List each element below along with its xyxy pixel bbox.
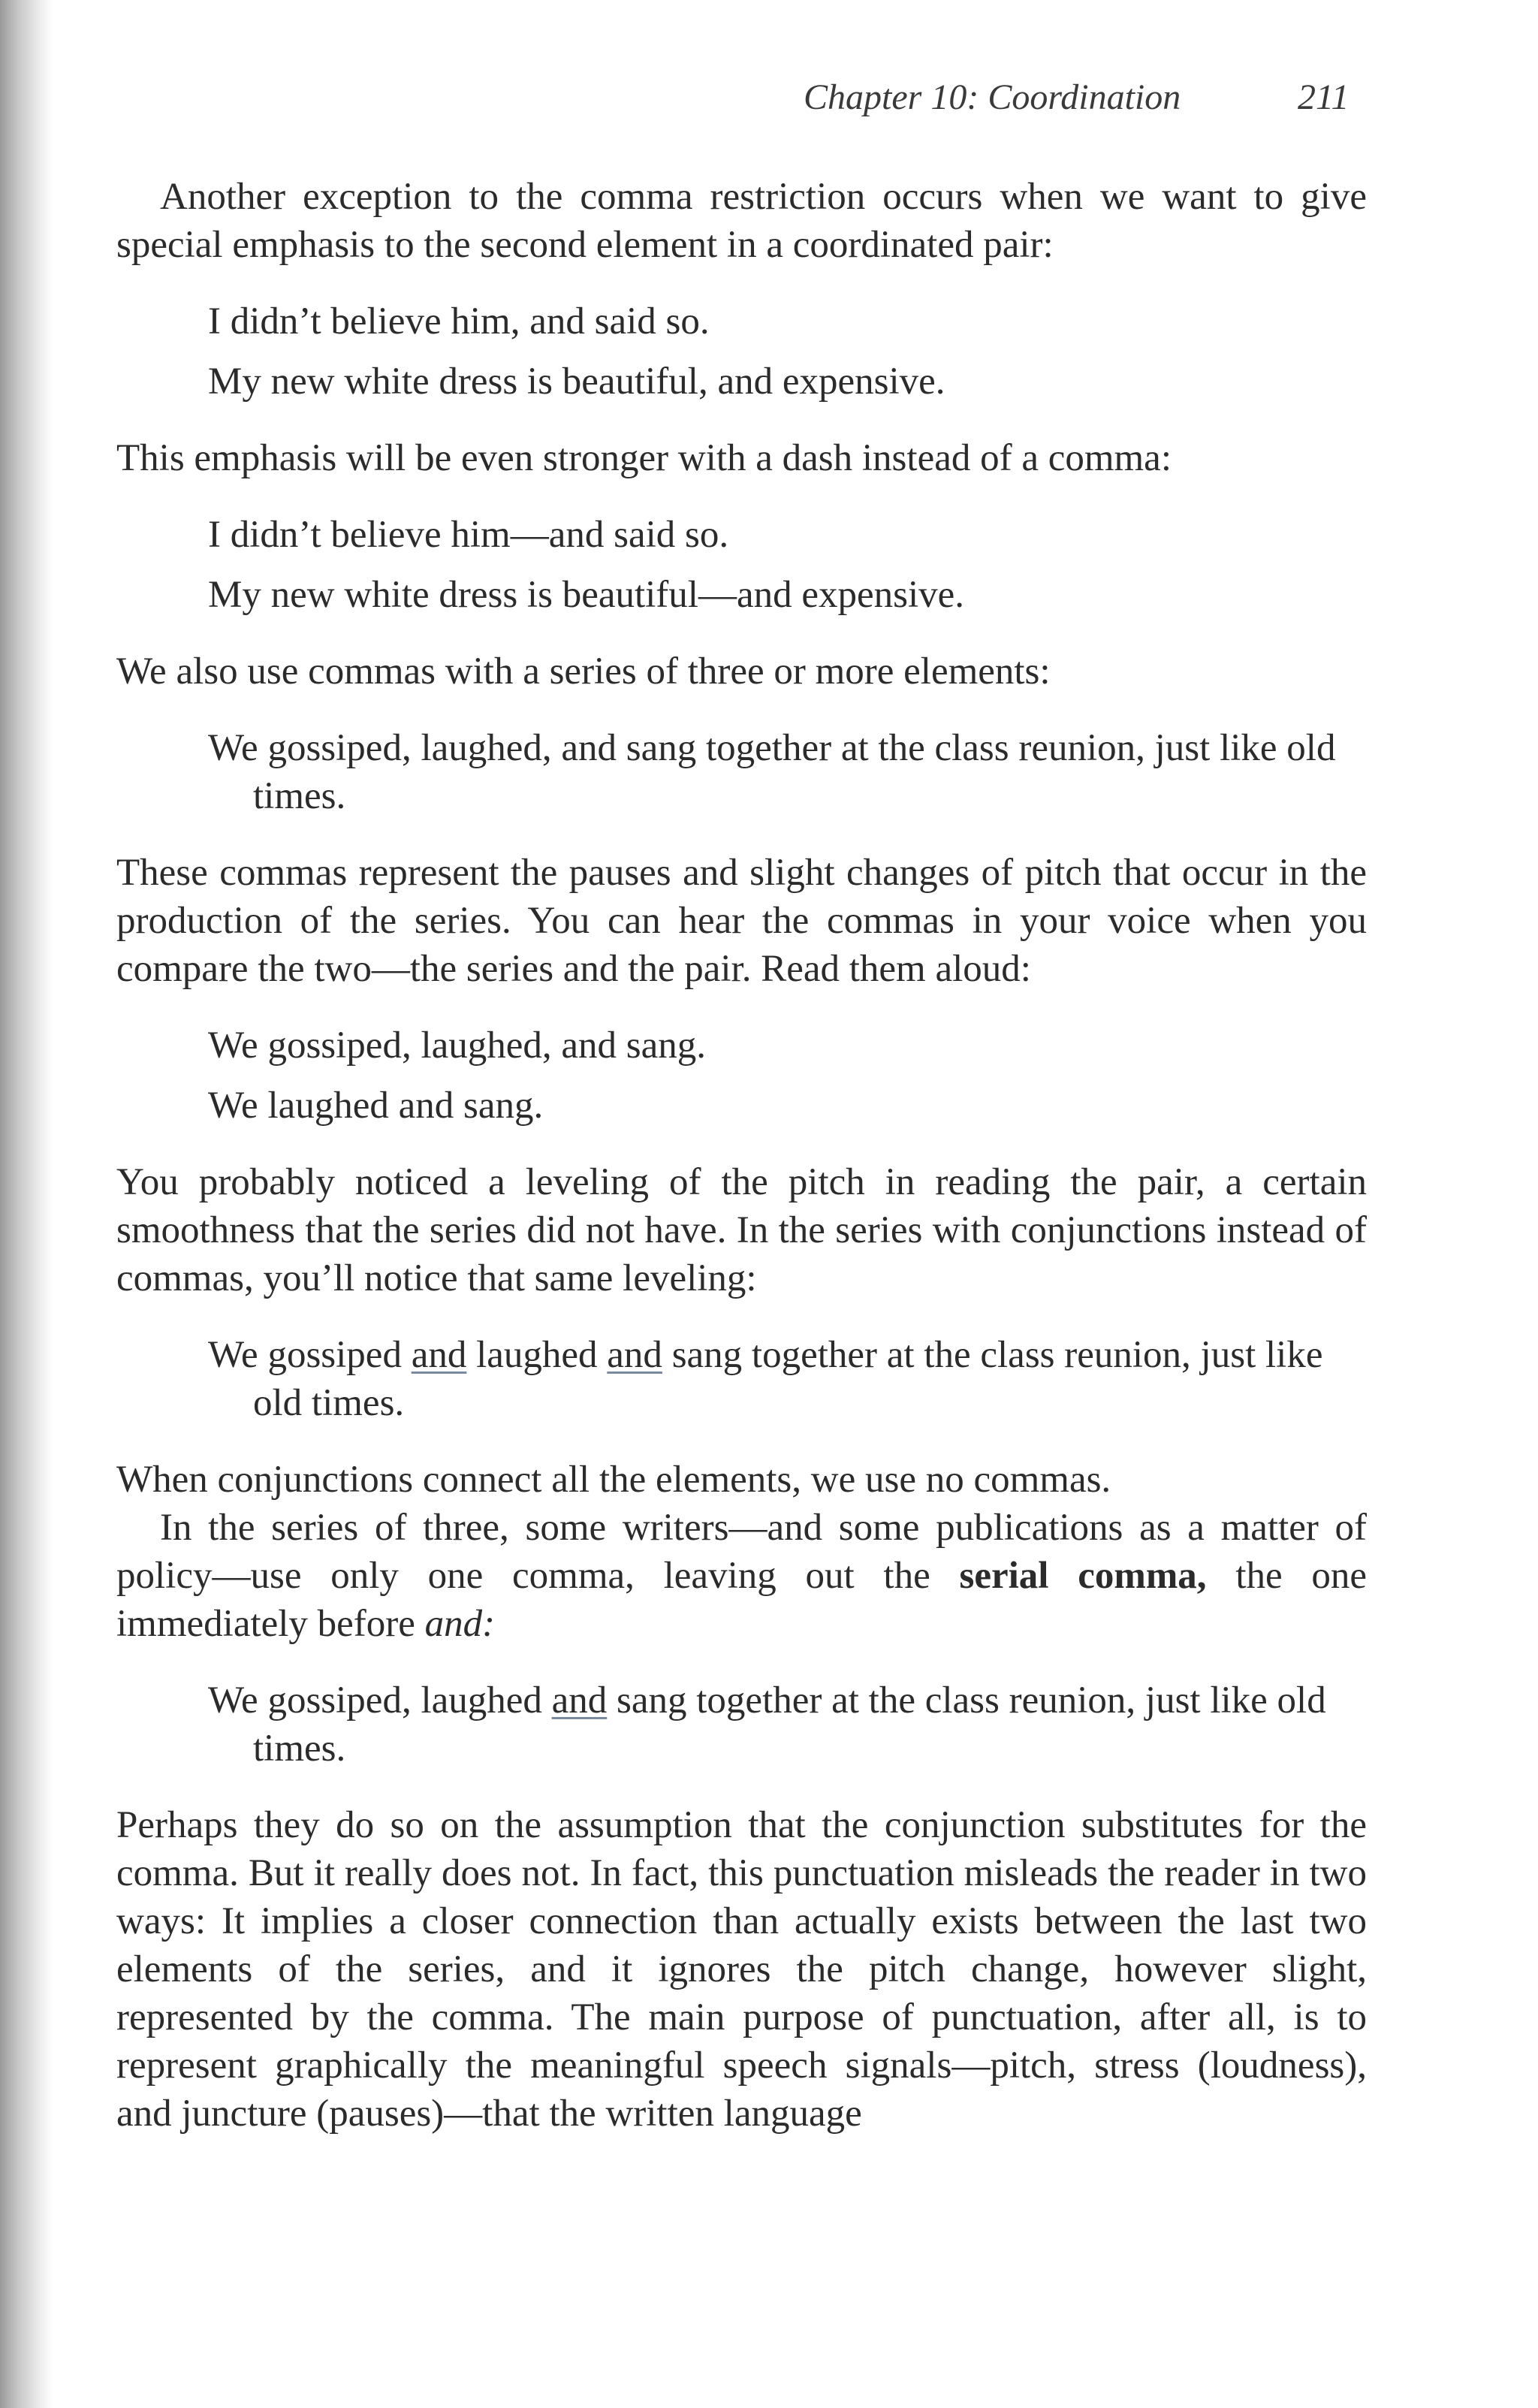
example-block bbox=[116, 297, 1367, 406]
italic-term: and: bbox=[424, 1603, 496, 1645]
paragraph: When conjunctions connect all the elements, we use no commas. bbox=[116, 1459, 1111, 1501]
page-number: 211 bbox=[1298, 77, 1350, 117]
paragraph: Another exception to the comma restriction occurs when we want to give special emphasis to the second element in a coordinated pair: bbox=[116, 176, 1367, 266]
body-text bbox=[116, 173, 1367, 2138]
bold-term: serial comma, bbox=[959, 1555, 1207, 1597]
chapter-title: Chapter 10: Coordination bbox=[804, 77, 1181, 117]
example-block bbox=[116, 1331, 1367, 1427]
text-run: We gossiped, laughed bbox=[208, 1679, 552, 1722]
example-sentence bbox=[208, 1331, 1367, 1427]
text-run: laughed bbox=[466, 1334, 608, 1376]
text-run: In the series of three, some writers—and some publications as a matter of policy—use only one comma, leaving out the bbox=[116, 1507, 1367, 1597]
text-run: We gossiped bbox=[208, 1334, 412, 1376]
example-sentence: We laughed and sang. bbox=[208, 1085, 544, 1127]
paragraph: You probably noticed a leveling of the pitch in reading the pair, a certain smoothness that the series did not have. In the series with conjunctions instead of commas, you’ll notice that same leveling: bbox=[116, 1161, 1367, 1299]
example-sentence bbox=[208, 1676, 1367, 1773]
example-block bbox=[116, 1021, 1367, 1130]
example-sentence: My new white dress is beautiful—and expensive. bbox=[208, 574, 965, 616]
example-sentence: We gossiped, laughed, and sang together at the class reunion, just like old times. bbox=[208, 727, 1336, 817]
example-sentence: We gossiped, laughed, and sang. bbox=[208, 1024, 706, 1067]
example-block bbox=[116, 1676, 1367, 1773]
paragraph: This emphasis will be even stronger with a dash instead of a comma: bbox=[116, 437, 1172, 479]
paragraph: These commas represent the pauses and slight changes of pitch that occur in the production of the series. You can hear the commas in your voice when you compare the two—the series and the pair. Read them aloud: bbox=[116, 852, 1367, 990]
example-sentence: My new white dress is beautiful, and expensive. bbox=[208, 361, 945, 403]
text-run: the one immediately before bbox=[116, 1555, 1368, 1645]
text-run: sang together at the class reunion, just like old times. bbox=[253, 1679, 1326, 1770]
paragraph: We also use commas with a series of three or more elements: bbox=[116, 650, 1051, 693]
example-block bbox=[116, 511, 1367, 619]
underlined-conjunction: and bbox=[551, 1679, 608, 1722]
underlined-conjunction: and bbox=[411, 1334, 467, 1376]
paragraph: Perhaps they do so on the assumption that the conjunction substitutes for the comma. But it really does not. In fact, this punctuation misleads the reader in two ways: It implies a closer connection than actually exists between the last two elements of the series, and it ignores the pitch change, however slight, represented by the comma. The main purpose of punctuation, after all, is to represent graphically the meaningful speech signals—pitch, stress (loudness), and juncture (pauses)—that the written language bbox=[116, 1804, 1367, 2135]
text-run: sang together at the class reunion, just like old times. bbox=[253, 1334, 1323, 1424]
example-sentence: I didn’t believe him, and said so. bbox=[208, 300, 710, 342]
underlined-conjunction: and bbox=[607, 1334, 662, 1376]
paragraph bbox=[116, 1504, 1367, 1648]
example-sentence: I didn’t believe him—and said so. bbox=[208, 514, 729, 556]
example-block bbox=[116, 724, 1367, 820]
